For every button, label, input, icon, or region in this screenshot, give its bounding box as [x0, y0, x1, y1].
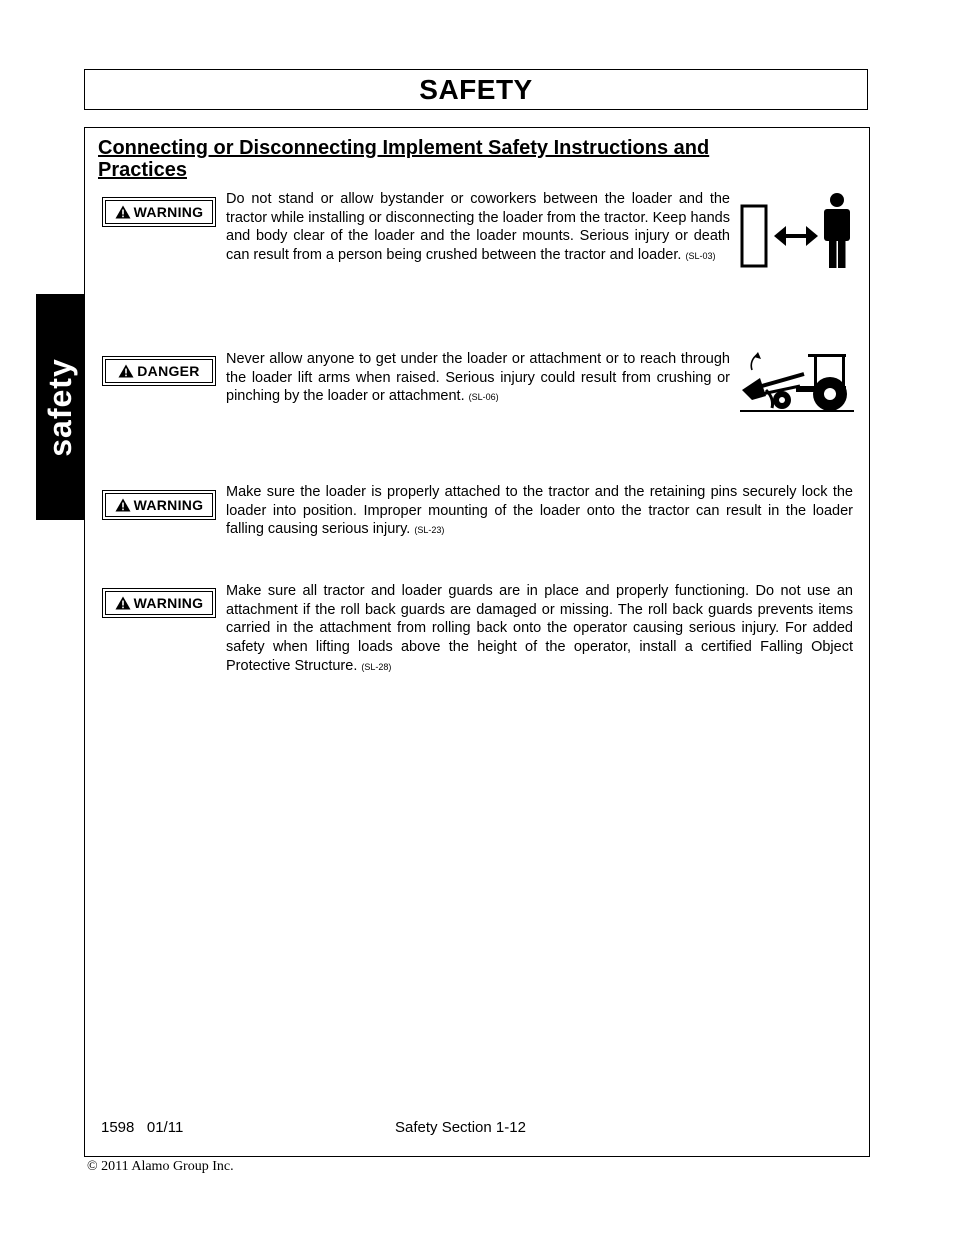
notice-body: Make sure all tractor and loader guards are in place and properly functioning. Do not use an attachment if the roll back guards are damaged or missing. The roll back guards prevents items carried in the attachment from rolling back onto the operator causing serious injury. For added safety when lifting loads above the height of the operator, install a certified Falling Object Protective Structure.	[226, 583, 853, 674]
page-title: SAFETY	[419, 73, 533, 105]
content-frame	[84, 127, 870, 1157]
warning-badge	[102, 490, 216, 520]
signal-word: DANGER	[137, 363, 200, 379]
crush-hazard-person-icon	[740, 192, 855, 270]
alert-triangle-icon	[115, 596, 131, 610]
notice-code: (SL-03)	[685, 251, 716, 262]
side-tab	[36, 294, 84, 520]
notice-text	[226, 582, 853, 677]
tractor-loader-icon	[738, 350, 856, 414]
notice-code: (SL-06)	[468, 392, 499, 403]
warning-badge	[102, 588, 216, 618]
alert-triangle-icon	[115, 498, 131, 512]
notice-body: Make sure the loader is properly attached to the tractor and the retaining pins securely lock the loader into position. Improper mounting of the loader onto the tractor can result in the loader falling causing serious injury.	[226, 484, 853, 538]
notice-body: Do not stand or allow bystander or coworkers between the loader and the tractor while installing or disconnecting the loader from the tractor. Keep hands and body clear of the loader and the loader mounts. Serious injury or death can result from a person being crushed between the tractor and loader.	[226, 191, 730, 264]
notice-code: (SL-28)	[361, 661, 392, 672]
notice-text	[226, 350, 730, 407]
side-tab-label: safety	[41, 357, 78, 457]
signal-word: WARNING	[133, 497, 204, 513]
signal-word: WARNING	[133, 204, 204, 220]
notice-text	[226, 190, 730, 266]
alert-triangle-icon	[115, 205, 131, 219]
notice-body: Never allow anyone to get under the loader or attachment or to reach through the loader lift arms when raised. Serious injury could result from crushing or pinching by the loader or attachment.	[226, 351, 730, 405]
danger-badge	[102, 356, 216, 386]
copyright: © 2011 Alamo Group Inc.	[87, 1159, 234, 1174]
alert-triangle-icon	[118, 364, 134, 378]
warning-badge	[102, 197, 216, 227]
notice-code: (SL-23)	[414, 525, 445, 536]
section-title: Connecting or Disconnecting Implement Safety Instructions and Practices	[98, 137, 710, 181]
page-header	[84, 69, 868, 110]
section-page: Safety Section 1-12	[395, 1119, 526, 1136]
signal-word: WARNING	[133, 595, 204, 611]
doc-number: 1598 01/11	[101, 1119, 184, 1136]
notice-text	[226, 483, 853, 540]
